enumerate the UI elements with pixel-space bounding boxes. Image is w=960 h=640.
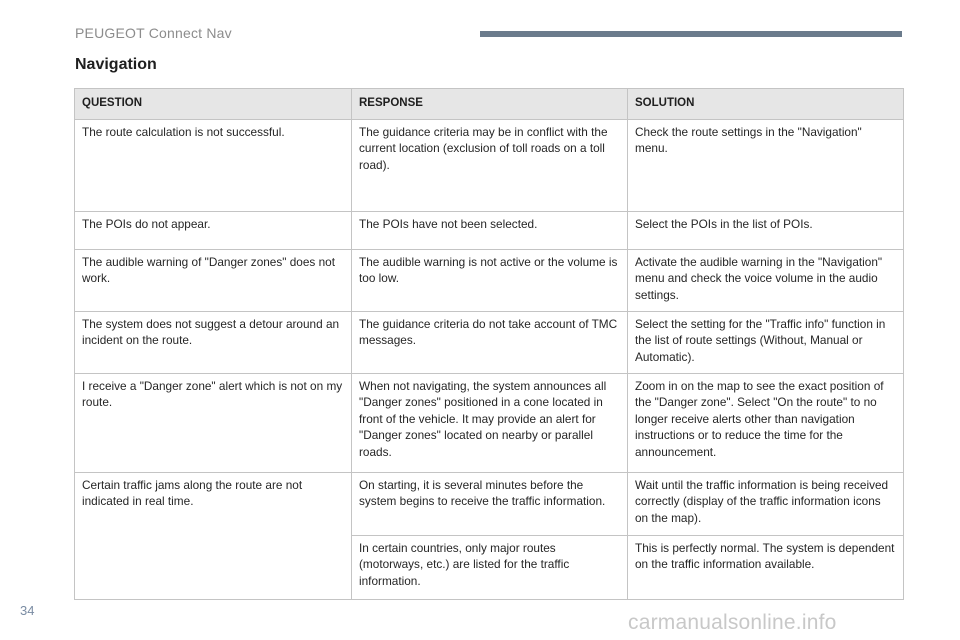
column-header-solution: SOLUTION: [628, 89, 904, 120]
table-row: [75, 119, 904, 211]
table-row: [75, 472, 904, 535]
solution-cell: Check the route settings in the "Navigation" menu.: [628, 119, 904, 211]
column-header-question: QUESTION: [75, 89, 352, 120]
table-header-row: [75, 89, 904, 120]
header-rule: [480, 31, 902, 37]
section-title: Navigation: [75, 56, 157, 73]
response-cell: The POIs have not been selected.: [352, 211, 628, 249]
document-header-title: PEUGEOT Connect Nav: [75, 25, 232, 41]
watermark: carmanualsonline.info: [628, 611, 837, 634]
question-cell: The system does not suggest a detour around an incident on the route.: [75, 311, 352, 373]
table-row: [75, 373, 904, 472]
response-cell: The guidance criteria do not take account of TMC messages.: [352, 311, 628, 373]
column-header-response: RESPONSE: [352, 89, 628, 120]
solution-cell: Activate the audible warning in the "Navigation" menu and check the voice volume in the audio settings.: [628, 249, 904, 311]
question-cell: The audible warning of "Danger zones" does not work.: [75, 249, 352, 311]
troubleshooting-table: [74, 88, 904, 600]
solution-cell: Select the setting for the "Traffic info" function in the list of route settings (Without, Manual or Automatic).: [628, 311, 904, 373]
question-cell: Certain traffic jams along the route are not indicated in real time.: [75, 472, 352, 599]
response-cell: When not navigating, the system announces all "Danger zones" positioned in a cone located in front of the vehicle. It may provide an alert for "Danger zones" located on nearby or parallel roads.: [352, 373, 628, 472]
response-cell: The audible warning is not active or the volume is too low.: [352, 249, 628, 311]
solution-cell: Wait until the traffic information is being received correctly (display of the traffic information icons on the map).: [628, 472, 904, 535]
table-row: [75, 211, 904, 249]
question-cell: I receive a "Danger zone" alert which is not on my route.: [75, 373, 352, 472]
page-number: 34: [20, 603, 35, 618]
response-cell: On starting, it is several minutes before the system begins to receive the traffic information.: [352, 472, 628, 535]
solution-cell: Zoom in on the map to see the exact position of the "Danger zone". Select "On the route" to no longer receive alerts other than navigation instructions or to reduce the time for the announcement.: [628, 373, 904, 472]
solution-cell: Select the POIs in the list of POIs.: [628, 211, 904, 249]
question-cell: The route calculation is not successful.: [75, 119, 352, 211]
table-row: [75, 311, 904, 373]
solution-cell: This is perfectly normal. The system is dependent on the traffic information available.: [628, 535, 904, 599]
response-cell: In certain countries, only major routes (motorways, etc.) are listed for the traffic information.: [352, 535, 628, 599]
table-row: [75, 249, 904, 311]
response-cell: The guidance criteria may be in conflict with the current location (exclusion of toll roads on a toll road).: [352, 119, 628, 211]
question-cell: The POIs do not appear.: [75, 211, 352, 249]
